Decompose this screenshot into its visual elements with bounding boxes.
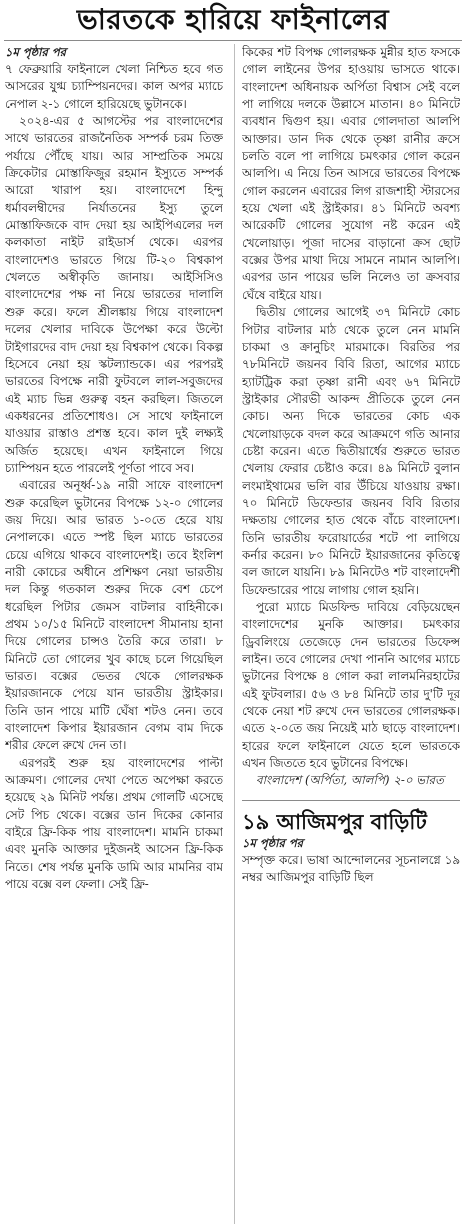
continued-label: ১ম পৃষ্ঠার পর bbox=[5, 45, 66, 59]
paragraph: ৭ ফেব্রুয়ারি ফাইনালে খেলা নিশ্চিত হবে গত আসরের যুগ্ম চ্যাম্পিয়নদের। কাল অপর ম্যাচে নেপাল ২-১ গোলে হারিয়েছে ভুটানকে। bbox=[5, 62, 223, 111]
paragraph: ২০২৪-এর ৫ আগস্টের পর বাংলাদেশের সাথে ভারতের রাজনৈতিক সম্পর্ক চরম তিক্ত পর্যায়ে পৌঁছে যায়। আর সাম্প্রতিক সময়ে ক্রিকেটার মোস্তাফিজুর রহমান ইস্যুতে সম্পর্ক আরো খারাপ হয়। বাংলাদেশে হিন্দু ধর্মাবলম্বীদের নির্যাতনের ইস্যু তুলে মোস্তাফিজকে বাদ দেয়া হয় আইপিএলের দল কলকাতা নাইট রাইডার্স থেকে। এরপর বাংলাদেশও ভারতে গিয়ে টি-২০ বিশ্বকাপ খেলতে অস্বীকৃতি জানায়। আইসিসিও বাংলাদেশের পক্ষ না নিয়ে ভারতের দালালি শুরু করে। ফলে শ্রীলঙ্কায় গিয়ে বাংলাদেশ দলের খেলার দাবিকে উপেক্ষা করে উল্টো টাইগারদের বাদ দেয়া হয় বিশ্বকাপ থেকে। বিকল্প হিসেবে নেয়া হয় স্কটল্যান্ডকে। এর পরপরই ভারতের বিপক্ষে নারী ফুটবলে লাল-সবুজদের এই ম্যাচ ভিন্ন গুরুত্ব বহন করছিল। জিতলে একধরনের প্রতিশোধও। সে সাথে ফাইনালে যাওয়ার রাস্তাও প্রশস্ত হবে। কাল দুই লক্ষ্যই অর্জিত হয়েছে। এখন ফাইনালে গিয়ে চ্যাম্পিয়ন হতে পারলেই পূর্ণতা পাবে সব। bbox=[5, 114, 223, 475]
second-article-text: সম্পৃক্ত করে। ভাষা আন্দোলনের সূচনালগ্নে ১৯ নম্বর আজিমপুর বাড়িটি ছিল bbox=[242, 852, 460, 885]
paragraph: কিকের শট বিপক্ষ গোলরক্ষক মুন্নীর হাত ফসকে গোল লাইনের উপর হাওয়ায় ভাসতে থাকে। বাংলাদেশ অধিনায়ক অর্পিতা বিশ্বাস সেই বলে পা লাগিয়ে দলকে উল্লাসে মাতান। ৪০ মিনিটে ব্যবধান দ্বিগুণ হয়। এবার গোলদাতা আলপি আক্তার। ডান দিক থেকে তৃষ্ণা রানীর ক্রসে চলতি বলে পা লাগিয়ে চমৎকার গোল করেন আলপি। এ নিয়ে তিন আসরে ভারতের বিপক্ষে গোল করলেন এবারের লিগ রাজশাহী স্টারসের হয়ে খেলা এই স্ট্রাইকার। ৪১ মিনিটে অবশ্য আরেকটি গোলের সুযোগ নষ্ট করেন এই খেলোয়াড়। পূজা দাসের বাড়ানো ক্রস ছোট বক্সের উপর মাথা দিয়ে সামনে নামান আলপি। এরপর ডান পায়ের ভলি নিলেও তা ক্রসবার ঘেঁষে বাইরে যায়। bbox=[242, 45, 460, 302]
paragraph: এরপরই শুরু হয় বাংলাদেশের পাল্টা আক্রমণ। গোলের দেখা পেতে অপেক্ষা করতে হয়েছে ২৯ মিনিট পর্যন্ত। প্রথম গোলটি এসেছে সেট পিচ থেকে। বক্সের ডান দিকের কোনার বাইরে ফ্রি-কিক পায় বাংলাদেশ। মামনি চাকমা এবং মুনকি আক্তার দুইজনই আসেন ফ্রি-কিক নিতে। শেষ পর্যন্ত মুনকি ডামি আর মামনির বাম পায়ে বক্সে বল ফেলা। সেই ফ্রি- bbox=[5, 755, 223, 892]
headline-rule bbox=[4, 40, 462, 41]
column-divider bbox=[234, 44, 235, 1224]
right-column bbox=[242, 44, 460, 1224]
paragraph: এবারের অনূর্ধ্ব-১৯ নারী সাফে বাংলাদেশ শুরু করেছিল ভুটানের বিপক্ষে ১২-০ গোলের জয় দিয়ে। আর ভারত ১-০তে হেরে যায় নেপালকে। এতে স্পষ্ট ছিল ম্যাচে ভারতের চেয়ে এগিয়ে থাকবে বাংলাদেশই। তবে ইংলিশ নারী কোচের অধীনে প্রশিক্ষণ নেয়া ভারতীয় দল কিন্তু গতকাল শুরুর দিকে বেশ চেপে ধরেছিল পিটার জেমস বাটলার বাহিনীকে। প্রথম ১০/১৫ মিনিটে বাংলাদেশ সীমানায় হানা দিয়ে গোলের চান্সও তৈরি করে তারা। ৮ মিনিটে তো গোলের খুব কাছে চলে গিয়েছিল ভারত। বক্সের ভেতর থেকে গোলরক্ষক ইয়ারজানকে পেয়ে যান ভারতীয় স্ট্রাইকার। তিনি ডান পায়ে মাটি ঘেঁষা শটও নেন। তবে বাংলাদেশ কিপার ইয়ারজান বেগম বাম দিকে শরীর ফেলে রুখে দেন তা। bbox=[5, 478, 223, 753]
second-article-continued-label: ১ম পৃষ্ঠার পর bbox=[242, 835, 303, 850]
article-separator bbox=[242, 800, 460, 801]
second-article-headline: ১৯ আজিমপুর বাড়িটি bbox=[242, 809, 427, 834]
paragraph: দ্বিতীয় গোলের আগেই ৩৭ মিনিটে কোচ পিটার বাটলার মাঠ থেকে তুলে নেন মামনি চাকমা ও ক্রানুচিং মারমাকে। বিরতির পর ৭৮মিনিটে জয়নব বিবি রিতা, আগের ম্যাচে হ্যাটট্রিক করা তৃষ্ণা রানী এবং ৬৭ মিনিটে স্ট্রাইকার সৌরভী আকন্দ প্রীতিকে তুলে নেন কোচ। অন্য দিকে ভারতের কোচ এক খেলোয়াড়কে বদল করে আক্রমণে গতি আনার চেষ্টা করেন। এতে দ্বিতীয়ার্ধের শুরুতে ভারত খেলায় ফেরার চেষ্টাও করে। ৪৯ মিনিটে বুলান লংমাইথামের ভলি বার উঁচিয়ে যাওয়ায় রক্ষা। ৭০ মিনিটে ডিফেন্ডার জয়নব বিবি রিতার দক্ষতায় গোলের হাত থেকে বাঁচে বাংলাদেশ। তিনি ভারতীয় ফরোয়ার্ডের শটে পা লাগিয়ে কর্নার করেন। ৮০ মিনিটে ইয়ারজানের কৃতিত্বে বল জালে যায়নি। ৮৯ মিনিটেও শট বাংলাদেশী ডিফেন্ডারের পায়ে লাগায় গোল হয়নি। bbox=[242, 305, 460, 597]
left-column bbox=[5, 44, 223, 1224]
headline: ভারতকে হারিয়ে ফাইনালের bbox=[76, 3, 390, 36]
paragraph: পুরো ম্যাচে মিডফিল্ড দাবিয়ে বেড়িয়েছেন বাংলাদেশের মুনকি আক্তার। চমৎকার ড্রিবলিংয়ে তেজেড়ে দেন ভারতের ডিফেন্স লাইন। তবে গোলের দেখা পাননি আগের ম্যাচে ভুটানের বিপক্ষে ৪ গোল করা লালমনিরহাটের এই ফুটবলার। ৫৬ ও ৮৪ মিনিটে তার দু'টি দূর থেকে নেয়া শট রুখে দেন ভারতের গোলরক্ষক। এতে ২-০তে জয় নিয়েই মাঠ ছাড়ে বাংলাদেশ। হারের ফলে ফাইনালে যেতে হলে ভারতকে এখন জিততে হবে ভুটানের বিপক্ষে। bbox=[242, 600, 460, 771]
score-line: বাংলাদেশ (অর্পিতা, আলপি) ২-০ ভারত bbox=[256, 773, 444, 788]
